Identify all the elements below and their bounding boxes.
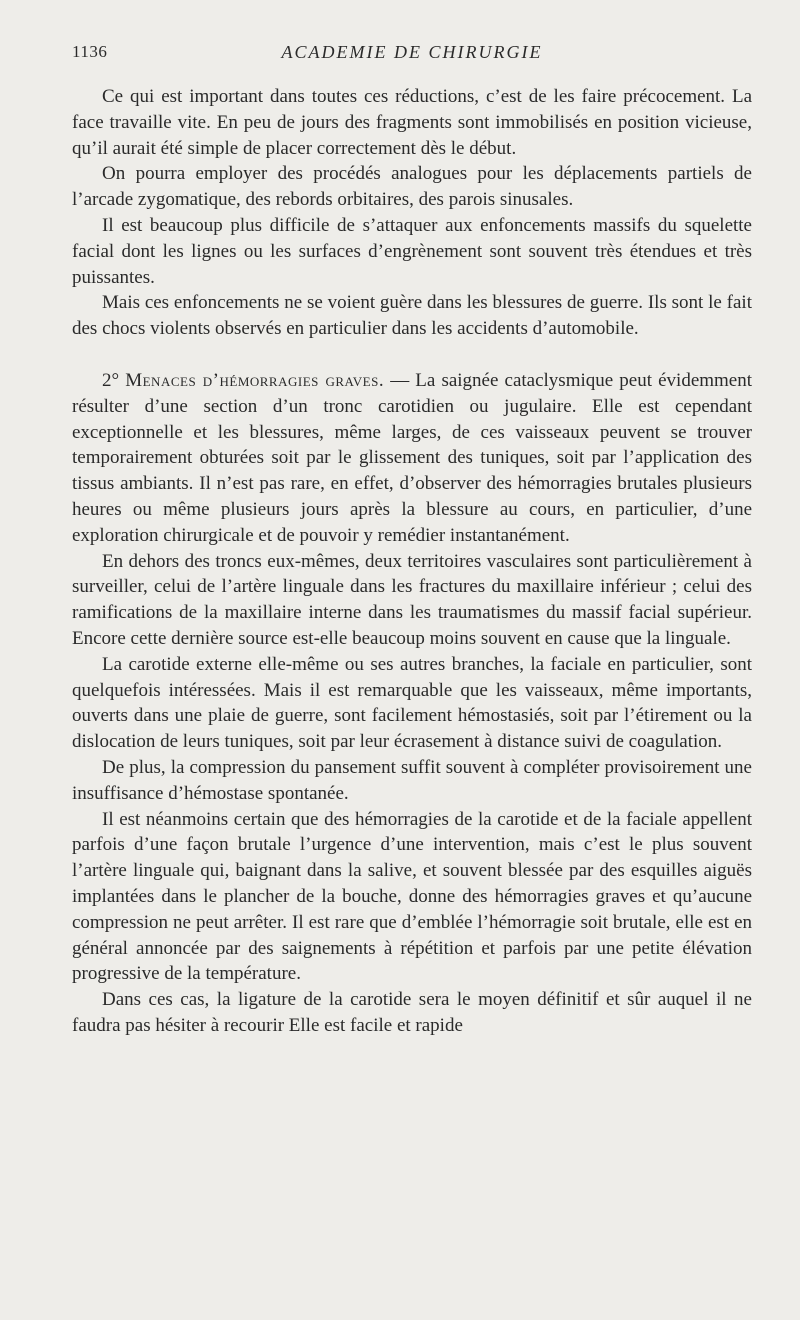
body-text xyxy=(72,84,752,1039)
paragraph: Ce qui est important dans toutes ces réductions, c’est de les faire précocement. La face travaille vite. En peu de jours des fragments sont immobilisés en position vicieuse, qu’il aurait été simple de placer correctement dès le début. xyxy=(72,86,752,159)
page-header xyxy=(72,42,752,66)
paragraph: La carotide externe elle-même ou ses autres branches, la faciale en particulier, sont quelquefois intéressées. Mais il est remarquable que les vaisseaux, même importants, ouverts dans une plaie de guerre, sont facilement hémostasiés, soit par l’étirement ou la dislocation de leurs tuniques, soit par leur écrasement à distance suivi de coagulation. xyxy=(72,653,752,753)
paragraph: De plus, la compression du pansement suffit souvent à compléter provisoirement une insuffisance d’hémostase spontanée. xyxy=(72,756,752,804)
paragraph: Il est néanmoins certain que des hémorragies de la carotide et de la faciale appellent parfois d’une façon brutale l’urgence d’une intervention, mais c’est le plus souvent l’artère linguale qui, baignant dans la salive, et souvent blessée par des esquilles aiguës implantées dans le plancher de la bouche, donne des hémorragies graves et qu’aucune compression ne peut arrêter. Il est rare que d’emblée l’hémorragie soit brutale, elle est en général annoncée par des saignements à répétition et parfois par une petite élévation progressive de la température. xyxy=(72,808,752,985)
paragraph: On pourra employer des procédés analogues pour les déplacements partiels de l’arcade zygomatique, des rebords orbitaires, des parois sinusales. xyxy=(72,163,752,211)
page-number: 1136 xyxy=(72,42,108,61)
paragraph: Il est beaucoup plus difficile de s’attaquer aux enfoncements massifs du squelette facial dont les lignes ou les surfaces d’engrènement sont souvent très étendues et très puissantes. xyxy=(72,214,752,288)
section-paragraph xyxy=(72,368,752,549)
paragraph: Dans ces cas, la ligature de la carotide sera le moyen définitif et sûr auquel il ne faudra pas hésiter à recourir Elle est facile et rapide xyxy=(72,989,752,1036)
paragraph: Mais ces enfoncements ne se voient guère dans les blessures de guerre. Ils sont le fait des chocs violents observés en particulier dans les accidents d’automobile. xyxy=(72,292,752,340)
running-title: ACADEMIE DE CHIRURGIE xyxy=(281,42,543,62)
section-dash: — xyxy=(390,369,410,391)
section-heading: Menaces d’hémorragies graves. xyxy=(125,369,385,391)
section-text: La saignée cataclysmique peut évidemment résulter d’une section d’un tronc carotidien ou jugulaire. Elle est cependant exceptionnelle et les blessures, même larges, de ces vaisseaux peuvent se trouver temporairement obturées soit par le glissement des tuniques, soit par l’application des tissus ambiants. Il n’est pas rare, en effet, d’observer des hémorragies brutales plusieurs heures ou même plusieurs jours après la blessure au cours, en particulier, d’une exploration chirurgicale et de pouvoir y remédier instantanément. xyxy=(72,369,753,546)
paragraph: En dehors des troncs eux-mêmes, deux territoires vasculaires sont particulièrement à surveiller, celui de l’artère linguale dans les fractures du maxillaire inférieur ; celui des ramifications de la maxillaire interne dans les traumatismes du massif facial supérieur. Encore cette dernière source est-elle beaucoup moins souvent en cause que la linguale. xyxy=(72,550,752,649)
section-number: 2° xyxy=(102,369,120,391)
